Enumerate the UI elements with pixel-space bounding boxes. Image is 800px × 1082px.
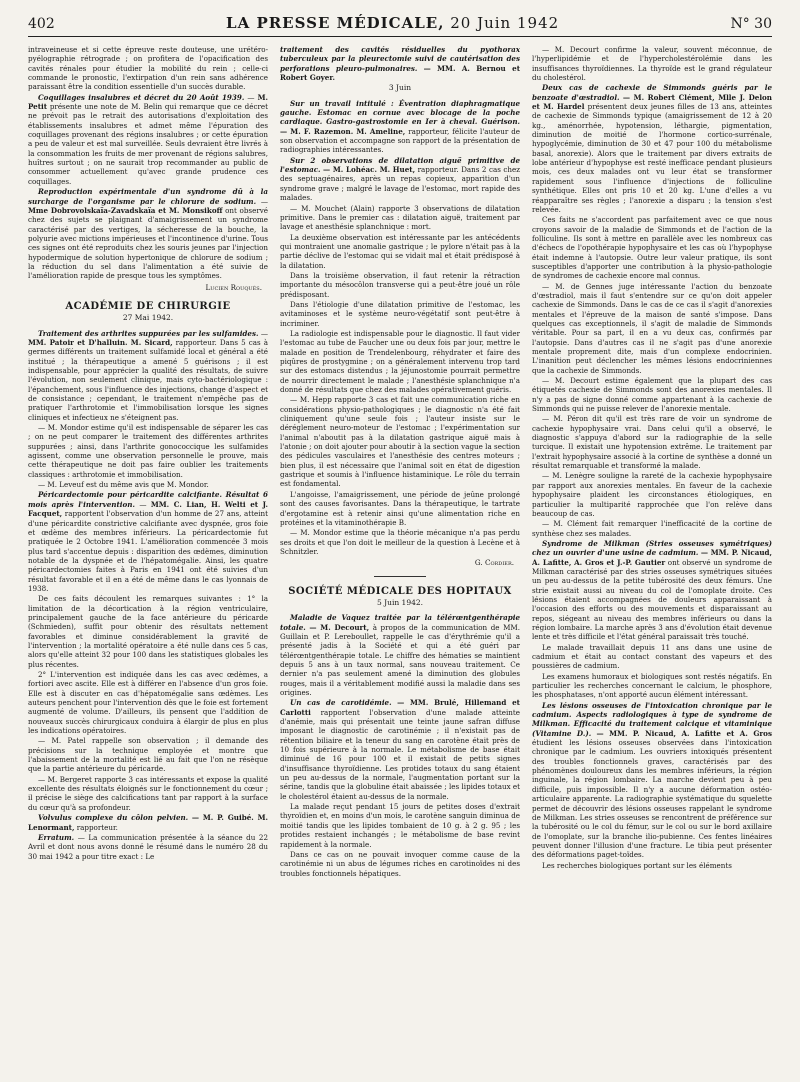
- article-entry: Coquillages insalubres et décret du 20 Août 1939. — M. Petit présente une note de M. Belin qui remarque que ce décret ne prévoit pas le retrait des autorisations d'exploitation des établissements insalubres et admet même l'épuration des coquillages provenant des régions insalubres ; or cette épuration a peu de valeur et est mal surveillée. Seuls devraient être livrés à la consommation les fruits de mer provenant de régions salubres, huîtres surtout ; on ne saurait trop recommander au public de consommer actuellement qu'avec grande prudence ces coquillages.: [28, 92, 268, 186]
- article-entry: [28, 833, 268, 861]
- paragraph: Ces faits ne s'accordent pas parfaitement avec ce que nous croyons savoir de la maladie de Simmonds et de l'action de la folliculine. Ils sont à mettre en parallèle avec les nombreux cas d'échecs de l'opothérapie hypophysaire et les cas où l'hypophyse était indemne à l'autopsie. Outre leur valeur pratique, ils sont susceptibles d'apporter une contribution à la physio-pathologie de syndromes de cachexie encore mal connus.: [532, 215, 772, 281]
- article-title: Les lésions osseuses de l'intoxication chronique par le cadmium. Aspects radiologiques à type de syndrome de Milkman. Efficacité du traitement calcique et vitaminique (Vitamine D.).: [532, 700, 772, 738]
- paragraph: — M. Lenègre souligne la rareté de la cachexie hypophysaire par rapport aux anorexies mentales. En faveur de la cachexie hypophysaire plaident les circonstances étiologiques, en particulier la multiparité rapprochée que l'on relève dans beaucoup de cas.: [532, 471, 772, 518]
- issue-date: 20 Juin 1942: [450, 14, 560, 32]
- article-title: Sur 2 observations de dilatation aiguë primitive de l'estomac.: [280, 155, 520, 175]
- article-body: à propos de la communication de MM. Guillain et P. Lereboullet, rappelle le cas d'érythrémie qu'il a présenté jadis à la Société et qui a été guéri par télérœntgenthérapie totale. Le chiffre des hématies se maintient depuis 5 ans à un taux normal, sans nouveau traitement. Ce dernier n'a pas seulement amené la diminution des globules rouges, mais il a véritablement modifié aussi la maladie dans ses origines.: [280, 622, 520, 697]
- paragraph: — M. Leveuf est du même avis que M. Mondor.: [38, 480, 209, 490]
- article-author: — M. Lohéac. M. Huet,: [323, 165, 416, 175]
- article-body: rapporteur, félicite l'auteur de son observation et accompagne son rapport de la présentation de radiographies intéressantes.: [280, 126, 520, 155]
- article-title: Erratum.: [38, 832, 75, 842]
- paragraph: — M. Hepp rapporte 3 cas et fait une communication riche en considérations physio-pathologiques ; le diagnostic n'a été fait cliniquement qu'une seule fois ; l'auteur insiste sur le déréglement neuro-moteur de l'estomac ; l'expérimentation sur l'animal n'aboutit pas à la dilatation gastrique aiguë mais à l'atonie ; on doit ajouter pour aboutir à la section vague la section des pédicules vasculaires et l'anesthésie des centres moteurs ; bien plus, il est nécessaire que l'animal soit en état de digestion gastrique et soumis à l'influence histaminique. Le rôle du terrain est fondamental.: [280, 395, 520, 489]
- article-title: Volvulus complexe du côlon pelvien.: [38, 813, 189, 823]
- article-title: Deux cas de cachexie de Simmonds guéris par le benzoate d'œstradiol.: [532, 83, 772, 102]
- section-heading: ACADÉMIE DE CHIRURGIE: [65, 300, 231, 312]
- article-entry: Traitement des arthrites suppurées par les sulfamides. — MM. Patoir et D'halluin. M. Sicard, rapporteur. Dans 5 cas à germes différents un traitement sulfamidé local et général a été institué ; la thérapeutique a amené 5 guérisons ; il est indispensable, pour apprécier la qualité des résultats, de suivre l'évolution, non seulement clinique, mais cyto-bactériologique : l'épanchement, sous l'influence des injections, change d'aspect et de consistance ; cependant, le traitement n'empêche pas de pratiquer l'arthrotomie et l'immobilisation lorsque les signes cliniques et infectieux ne s'éteignent pas.: [28, 328, 268, 422]
- article-title: Maladie de Vaquez traitée par la télérœntgenthérapie totale.: [280, 613, 520, 632]
- article-author: — MM. P. Nicaud, A. Lafitte et A. Gros: [596, 728, 772, 738]
- article-body: rapporteur. Dans 5 cas à germes différents un traitement sulfamidé local et général a été institué ; la thérapeutique a amené 5 guérisons ; il est indispensable, pour apprécier la qualité des résultats, de suivre l'évolution, non seulement clinique, mais cyto-bactériologique : l'épanchement, sous l'influence des injections, change d'aspect et de consistance ; cependant, le traitement n'empêche pas de pratiquer l'arthrotomie et l'immobilisation lorsque les signes cliniques et infectieux ne s'éteignent pas.: [28, 337, 268, 422]
- paragraph: Dans l'étiologie d'une dilatation primitive de l'estomac, les avitaminoses et le système neuro-végétatif sont peut-être à incriminer.: [280, 299, 520, 328]
- paragraph: — M. Péron dit qu'il est très rare de voir un syndrome de cachexie hypophysaire vrai. Dans celui qu'il a observé, le diagnostic s'appuya d'abord sur la radiographie de la selle turcique. Il existait une hypotension extrême. Le traitement par l'extrait hypophysaire associé à la cortine de synthèse a donné un résultat remarquable et transformé la malade.: [532, 414, 772, 471]
- paragraph: — M. Bergeret rapporte 3 cas intéressants et expose la qualité excellente des résultats éloignés sur le fonctionnement du cœur ; il précise le siège des calcifications tant par rapport à la surface du cœur qu'à sa profondeur.: [28, 774, 268, 812]
- article-entry: Reproduction expérimentale d'un syndrome dû à la surcharge de l'organisme par le chlorure de sodium. — Mme Dobrovolskaïa-Zavadskaïa et M. Monsikoff ont observé chez des sujets se plaignant d'amaigrissement un syndrome caractérisé par des vertiges, la sécheresse de la bouche, la polyurie avec mictions impérieuses et l'incontinence d'urine. Tous ces signes ont été reproduits chez les souris jeunes par l'injection hypodermique de solution hypertonique de chlorure de sodium ; la réduction du sel dans l'alimentation a été suivie de l'amélioration rapide de presque tous les symptômes.: [28, 187, 268, 281]
- article-body: — La communication présentée à la séance du 22 Avril et dont nous avons donné le résumé dans le numéro 28 du 30 mai 1942 a pour titre exact : Le: [28, 832, 268, 861]
- article-author: — MM. P. Nicaud, A. Lafitte, A. Gros et J.-P. Gautier: [532, 548, 772, 567]
- section-date: 27 Mai 1942.: [122, 313, 174, 323]
- column-3: [532, 45, 772, 1075]
- article-entry: [532, 539, 772, 642]
- article-entry: [280, 45, 520, 82]
- paragraph: — M. Clément fait remarquer l'inefficacité de la cortine de synthèse chez ses malades.: [532, 519, 772, 538]
- column-1: [28, 45, 268, 1075]
- article-entry: [280, 156, 520, 203]
- section-date: 3 Juin: [388, 83, 412, 93]
- article-entry: [280, 613, 520, 697]
- section-heading: SOCIÉTÉ MÉDICALE DES HOPITAUX: [288, 585, 512, 597]
- paragraph: intraveineuse et si cette épreuve reste douteuse, une urétéro-pyélographie rétrograde ; on profitera de l'opacification des cavités rénales pour étudier la mobilité du rein ; celle-ci commande le pronostic, l'extirpation d'un rein sans adhérence paraissant être la condition essentielle d'un succès durable.: [28, 45, 268, 92]
- masthead: [226, 14, 559, 32]
- article-body: ont observé un syndrome de Milkman caractérisé par des stries osseuses symétriques situées un peu au-dessus de la petite tubérosité des deux fémurs. Une strie existait aussi au niveau du col de l'omoplate droite. Ces lésions étaient accompagnées de douleurs apparaissant à l'occasion des efforts ou des mouvements et disparaissant au repos, siégeant au niveau des membres inférieurs ou dans la région lombaire. La marche après 3 ans d'évolution était devenue lente et très difficile et l'état général paraissait très touché.: [532, 557, 772, 642]
- article-title: Syndrome de Milkman (Stries osseuses symétriques) chez un ouvrier d'une usine de cadmium.: [532, 538, 772, 558]
- article-title: Un cas de carotidémie.: [290, 698, 392, 708]
- paragraph: Les examens humoraux et biologiques sont restés négatifs. En particulier les recherches concernant le calcium, le phosphore, les phosphatases, n'ont apporté aucun élément intéressant.: [532, 671, 772, 700]
- article-body: étudient les lésions osseuses observées dans l'intoxication chronique par le cadmium. Les ouvriers intoxiqués présentent des troubles fonctionnels graves, caractérisés par des phénomènes douloureux dans les membres inférieurs, la région inguinale, la région lombaire. La marche devient peu à peu difficile, puis impossible. Il n'y a aucune déformation ostéo-articulaire apparente. La radiographie systématique du squelette permet de découvrir des lésions osseuses rappelant le syndrome de Milkman. Les stries osseuses se rencontrent de préférence sur la tubérosité ou le col du fémur, sur le col ou sur le bord axillaire de l'omoplate, sur la branche ilio-pubienne. Ces fentes linéaires peuvent donner l'illusion d'une fracture. Le tibia peut présenter des déformations paget-toïdes.: [532, 738, 772, 860]
- paragraph: La deuxième observation est intéressante par les antécédents qui montraient une anomalie gastrique ; le pylore n'était pas à la partie déclive de l'estomac qui se vidait mal et était prédisposé à la dilatation.: [280, 232, 520, 270]
- paragraph: L'angoisse, l'amaigrissement, une période de jeûne prolongé sont des causes favorisantes. Dans la thérapeutique, le tartrate d'ergotamine est à retenir ainsi qu'une alimentation riche en protéines et la vitaminothérapie B.: [280, 489, 520, 527]
- article-title: Péricardectomie pour péricardite calcifiante. Résultat 6 mois après l'intervention.: [28, 490, 268, 509]
- article-entry: Péricardectomie pour péricardite calcifiante. Résultat 6 mois après l'intervention. — MM. C. Lian, H. Welti et J. Facquet, rapportent l'observation d'un homme de 27 ans, atteint d'une péricardite constrictive calcifiante avec dyspnée, gros foie et œdème des membres inférieurs. La péricardectomie fut pratiquée le 2 Octobre 1941. L'amélioration commencée 3 mois plus tard s'accentue depuis : disparition des œdèmes, diminution notable de la dyspnée et de l'hépatomégalie. Ainsi, les quatre péricardectomies faites à Paris en 1941 ont été suivies d'un résultat favorable et il en a été de même dans le cas lyonnais de 1938.: [28, 490, 268, 593]
- paragraph: — M. Mondor estime que la théorie mécanique n'a pas perdu ses droits et que l'on doit le meilleur de la question à Lecène et à Schnitzler.: [280, 528, 520, 556]
- section-date: 5 Juin 1942.: [376, 597, 424, 607]
- article-author: — M. F. Razemon. M. Ameline,: [280, 126, 406, 136]
- article-body: présente une note de M. Belin qui remarque que ce décret ne prévoit pas le retrait des autorisations d'exploitation des établissements insalubres et admet même l'épuration des coquillages provenant des régions insalubres ; or cette épuration a peu de valeur et est mal surveillée. Seuls devraient être livrés à la consommation les fruits de mer provenant de régions salubres, huîtres surtout ; on ne saurait trop recommander au public de consommer actuellement qu'avec grande prudence ces coquillages.: [28, 102, 268, 186]
- article-body: rapportent l'observation d'un homme de 27 ans, atteint d'une péricardite constrictive calcifiante avec dyspnée, gros foie et œdème des membres inférieurs. La péricardectomie fut pratiquée le 2 Octobre 1941. L'amélioration commencée 3 mois plus tard s'accentue depuis : disparition des œdèmes, diminution notable de la dyspnée et de l'hépatomégalie. Ainsi, les quatre péricardectomies faites à Paris en 1941 ont été suivies d'un résultat favorable et il en a été de même dans le cas lyonnais de 1938.: [28, 509, 268, 593]
- column-2: [280, 45, 520, 1075]
- article-title: Reproduction expérimentale d'un syndrome dû à la surcharge de l'organisme par le chlorure de sodium.: [28, 187, 268, 206]
- paragraph: Dans la troisième observation, il faut retenir la rétraction importante du mésocôlon transverse qui a peut-être joué un rôle prédisposant.: [280, 270, 520, 299]
- article-body: présentent deux jeunes filles de 13 ans, atteintes de cachexie de Simmonds typique (amaigrissement de 12 à 20 kg., aménorrhée, hypotension, léthargie, pigmentation, diminution de moitié de l'hormone cortico-surrénale, hypoglycémie, diminution de 30 et 47 pour 100 du métabolisme basal, anorexie). Alors que le traitement par divers extraits de lobe antérieur d'hypophyse est resté inefficace pendant plusieurs mois, ces deux malades ont vu leur état se transformer rapidement sous l'influence d'injections de folliculine synthétique. Elles ont pris 10 et 20 kg. L'une d'elles a vu réapparaître ses règles ; l'anorexie a disparu ; la tension s'est relevée.: [532, 102, 772, 214]
- paragraph: — M. de Gennes juge intéressante l'action du benzoate d'œstradiol, mais il faut s'entendre sur ce qu'on doit appeler cachexie de Simmonds. Dans le cas de ce cas il s'agit d'anorexies mentales et l'épreuve de la maison de santé s'impose. Dans quelques cas exceptionnels, il s'agit de maladie de Simmonds véritable. Pour sa part, il en a vu deux cas, confirmés par l'autopsie. Dans d'autres cas il ne s'agit pas d'une anorexie mentale proprement dite, mais d'un complexe endocrinien. L'inanition peut déclencher les mêmes lésions endocriniennes que la cachexie de Simmonds.: [532, 281, 772, 375]
- article-entry: [280, 99, 520, 155]
- paragraph: — M. Mondor estime qu'il est indispensable de séparer les cas ; on ne peut comparer le traitement des différentes arthrites suppurées ; ainsi, dans l'arthrite gonococcique les sulfamides agissent, comme une observation personnelle le prouve, mais cette thérapeutique ne doit pas faire oublier les traitements classiques : arthrotomie et immobilisation.: [28, 423, 268, 479]
- paragraph: — M. Decourt estime également que la plupart des cas étiquetés cachexie de Simmonds sont des anorexies mentales. Il n'y a pas de signe donné comme appartenant à la cachexie de Simmonds qui ne puisse relever de l'anorexie mentale.: [532, 376, 772, 414]
- article-body: rapportent l'observation d'une malade atteinte d'anémie, mais qui présentait une teinte jaune safran diffuse imposant le diagnostic de carotinémie ; il n'existait pas de rétention biliaire et la teneur du sang en carotène était près de 10 fois supérieure à la normale. Le métabolisme de base était diminué de 16 pour 100 et il existait de petits signes d'insuffisance thyroïdienne. Les protides totaux du sang étaient un peu au-dessus de la normale, l'augmentation portant sur la sérine, tandis que la globuline était abaissée ; les lipides totaux et le cholestérol étaient au-dessus de la normale.: [280, 707, 520, 801]
- paragraph: — M. Patel rappelle son observation ; il demande des précisions sur la technique employée et montre que l'abaissement de la mortalité est lié au fait que l'on ne résèque que la partie antérieure du péricarde.: [28, 736, 268, 774]
- article-author: MM. C. Lian, H. Welti et J. Facquet,: [28, 499, 268, 519]
- paragraph: De ces faits découlent les remarques suivantes : 1° la limitation de la décortication à la région ventriculaire, principalement gauche de la face antérieure du péricarde (Schmieden), suffit pour obtenir des résultats nettement favorables et diminue considérablement la gravité de l'intervention ; la mortalité opératoire a été nulle dans ces 5 cas, alors qu'elle atteint 32 pour 100 dans les statistiques globales les plus récentes.: [28, 594, 268, 669]
- paragraph: Dans ce cas on ne pouvait invoquer comme cause de la carotinémie ni un abus de légumes riches en carotinoïdes ni des troubles fonctionnels hépatiques.: [280, 849, 520, 878]
- paragraph: Le malade travaillait depuis 11 ans dans une usine de cadmium et était au contact constant des vapeurs et des poussières de cadmium.: [532, 642, 772, 671]
- article-author: Mme Dobrovolskaïa-Zavadskaïa et M. Monsikoff: [28, 205, 223, 215]
- article-title: Sur un travail intitulé : Éventration diaphragmatique gauche. Estomac en cornue avec blocage de la poche cardiaque. Gastro-gastrostomie en Ier à cheval. Guérison.: [280, 98, 520, 127]
- article-body: rapporteur. Dans 2 cas chez des septuagénaires, après un repas copieux, apparition d'un syndrome grave ; malgré le lavage de l'estomac, mort rapide des malades.: [280, 165, 520, 203]
- paragraph: 2° L'intervention est indiquée dans les cas avec œdèmes, a fortiori avec ascite. Elle est à différer en l'absence d'un gros foie. Elle est à discuter en cas d'hépatomégalie sans œdèmes. Les auteurs penchent pour l'intervention dès que le foie est fortement augmenté de volume. D'ailleurs, ils pensent que l'addition de nouveaux succès chirurgicaux conduira à élargir de plus en plus les indications opératoires.: [28, 670, 268, 736]
- article-author: — M. P. Guibé. M. Lenormant,: [28, 813, 268, 832]
- article-title: traitement des cavités résiduelles du pyothorax tuberculeux par la pleurectomie suivi de cautérisation des perforations pleuro-pulmonaires.: [280, 45, 520, 73]
- signature: Lucien Rouquès.: [205, 282, 262, 292]
- issue-number: N° 30: [730, 16, 772, 32]
- article-author: — M. Robert Clément, Mlle J. Delon et M. Hardel: [532, 92, 772, 112]
- signature: G. Cordier.: [474, 558, 514, 568]
- article-body: ont observé chez des sujets se plaignant d'amaigrissement un syndrome caractérisé par des vertiges, la sécheresse de la bouche, la polyurie avec mictions impérieuses et l'incontinence d'urine. Tous ces signes ont été reproduits chez les souris jeunes par l'injection hypodermique de solution hypertonique de chlorure de sodium ; la réduction du sel dans l'alimentation a été suivie de l'amélioration rapide de presque tous les symptômes.: [28, 205, 268, 281]
- article-body: rapporteur.: [76, 822, 118, 832]
- article-columns: [28, 45, 772, 1075]
- article-entry: [532, 701, 772, 860]
- paragraph: — M. Mouchet (Alain) rapporte 3 observations de dilatation primitive. Dans le premier cas : dilatation aiguë, traitement par lavage et anesthésie splanchnique : mort.: [280, 203, 520, 232]
- paragraph: — M. Decourt confirme la valeur, souvent méconnue, de l'hyperlipidémie et de l'hypercholestérolémie dans les insuffisances thyroïdiennes. La thyroïde est le grand régulateur du cholestérol.: [532, 45, 772, 83]
- article-author: MM. Patoir et D'halluin. M. Sicard,: [28, 337, 173, 347]
- paragraph: La malade reçut pendant 15 jours de petites doses d'extrait thyroïdien et, en moins d'un mois, le carotène sanguin diminua de moitié tandis que les lipides tombaient de 10 g. à 2 g. 95 ; les protides restaient inchangés ; le métabolisme de base revint rapidement à la normale.: [280, 802, 520, 849]
- article-entry: [28, 813, 268, 832]
- article-author: — MM. A. Bernou et Robert Goyer.: [280, 63, 520, 83]
- page-header: [28, 14, 772, 37]
- article-title: Traitement des arthrites suppurées par les sulfamides.: [38, 328, 259, 338]
- divider: [374, 576, 426, 577]
- article-entry: [532, 83, 772, 214]
- journal-title: LA PRESSE MÉDICALE,: [226, 14, 445, 32]
- article-author: — M. Decourt,: [309, 622, 370, 632]
- article-author: — MM. Brulé, Hillemand et Carlotti: [280, 698, 520, 717]
- paragraph: Les recherches biologiques portant sur les éléments: [542, 860, 732, 870]
- article-title: Coquillages insalubres et décret du 20 Août 1939.: [38, 92, 245, 102]
- article-entry: [280, 698, 520, 801]
- paragraph: La radiologie est indispensable pour le diagnostic. Il faut vider l'estomac au tube de Faucher une ou deux fois par jour, mettre le malade en position de Trendelenbourg, réhydrater et faire des piqûres de prostygmine ; on a généralement intervenu trop tard sur des estomacs distendus ; la jéjunostomie pourrait permettre de nourrir directement le malade ; l'anesthésie splanchnique n'a donné de résultats que chez des malades opérativement guéris.: [280, 328, 520, 395]
- page-number: 402: [28, 16, 55, 32]
- article-author: M. Petit: [28, 92, 268, 112]
